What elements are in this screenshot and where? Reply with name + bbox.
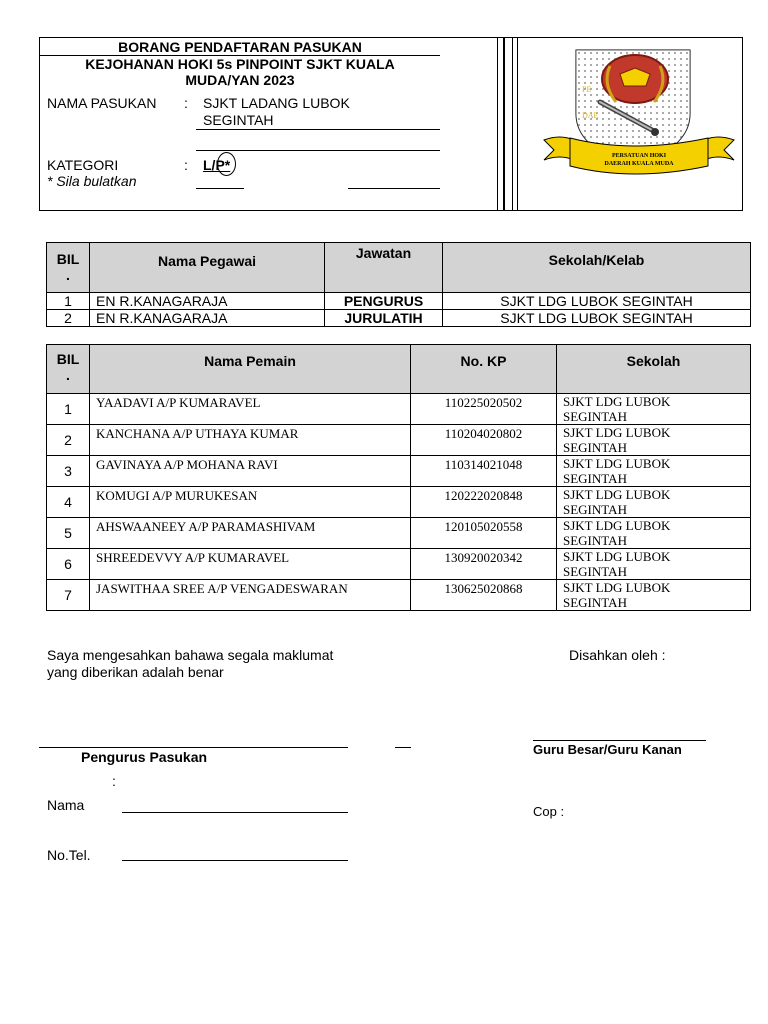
bil-cell: 7 (47, 580, 90, 611)
player-name: KANCHANA A/P UTHAYA KUMAR (90, 425, 411, 456)
table-row (47, 580, 751, 611)
divider (517, 37, 518, 211)
school-line2: SEGINTAH (563, 409, 627, 424)
bil-cell: 2 (47, 310, 90, 327)
school-line1: SJKT LDG LUBOK (563, 425, 671, 440)
school-line2: SEGINTAH (563, 440, 627, 455)
divider (497, 37, 498, 211)
colon: : (184, 157, 188, 173)
bil-cell: 1 (47, 394, 90, 425)
header-bil-dot: . (66, 367, 70, 383)
category-value: L/P* (203, 157, 231, 173)
team-manager-title: Pengurus Pasukan (81, 749, 208, 765)
bil-cell: 5 (47, 518, 90, 549)
school-cell (557, 580, 751, 611)
table-row (47, 518, 751, 549)
stamp-label: Cop : (533, 804, 565, 819)
svg-text:PE: PE (582, 85, 592, 94)
table-row (47, 293, 751, 310)
player-name: AHSWAANEEY A/P PARAMASHIVAM (90, 518, 411, 549)
school-cell: SJKT LDG LUBOK SEGINTAH (443, 310, 751, 327)
banner-line2: DAERAH KUALA MUDA (604, 161, 674, 167)
header-school-club: Sekolah/Kelab (443, 243, 751, 293)
school-cell (557, 394, 751, 425)
official-name: EN R.KANAGARAJA (90, 293, 325, 310)
officials-table (46, 242, 751, 327)
team-name-label: NAMA PASUKAN (47, 95, 157, 111)
header-position: Jawatan (325, 243, 443, 293)
name-label: Nama (47, 797, 85, 813)
position-cell: PENGURUS (325, 293, 443, 310)
school-cell (557, 518, 751, 549)
header-official-name: Nama Pegawai (90, 243, 325, 293)
bil-cell: 4 (47, 487, 90, 518)
school-cell (557, 549, 751, 580)
ic-number: 110225020502 (411, 394, 557, 425)
school-line2: SEGINTAH (563, 533, 627, 548)
header-player-name: Nama Pemain (90, 345, 411, 394)
divider (512, 37, 513, 211)
position-cell: JURULATIH (325, 310, 443, 327)
table-header-row (47, 243, 751, 293)
divider (503, 37, 505, 211)
divider (395, 747, 411, 748)
signature-line (533, 740, 706, 741)
school-cell (557, 456, 751, 487)
approved-by-label: Disahkan oleh : (569, 647, 666, 663)
team-name-value: SJKT LADANG LUBOK (203, 95, 350, 111)
table-row (47, 310, 751, 327)
table-row (47, 425, 751, 456)
players-table (46, 344, 751, 611)
school-line2: SEGINTAH (563, 502, 627, 517)
school-line2: SEGINTAH (563, 471, 627, 486)
ic-number: 120105020558 (411, 518, 557, 549)
banner-line1: PERSATUAN HOKI (611, 153, 667, 159)
school-cell (557, 487, 751, 518)
header-school: Sekolah (557, 345, 751, 394)
table-row (47, 549, 751, 580)
signature-line (39, 747, 348, 748)
header-bil: BIL (56, 251, 80, 267)
col-bil (47, 345, 90, 394)
underline (348, 188, 440, 189)
instruction-note: * Sila bulatkan (47, 173, 137, 189)
official-name: EN R.KANAGARAJA (90, 310, 325, 327)
ic-number: 130625020868 (411, 580, 557, 611)
school-line1: SJKT LDG LUBOK (563, 394, 671, 409)
school-line2: SEGINTAH (563, 595, 627, 610)
principal-title: Guru Besar/Guru Kanan (533, 742, 682, 757)
event-title-line2: MUDA/YAN 2023 (185, 72, 295, 88)
association-logo (540, 44, 738, 184)
table-row (47, 394, 751, 425)
ic-number: 110204020802 (411, 425, 557, 456)
ic-number: 130920020342 (411, 549, 557, 580)
ic-number: 120222020848 (411, 487, 557, 518)
bil-cell: 1 (47, 293, 90, 310)
school-cell (557, 425, 751, 456)
player-name: YAADAVI A/P KUMARAVEL (90, 394, 411, 425)
form-title: BORANG PENDAFTARAN PASUKAN (118, 39, 362, 55)
school-line1: SJKT LDG LUBOK (563, 487, 671, 502)
player-name: KOMUGI A/P MURUKESAN (90, 487, 411, 518)
player-name: GAVINAYA A/P MOHANA RAVI (90, 456, 411, 487)
table-row (47, 487, 751, 518)
bil-cell: 6 (47, 549, 90, 580)
category-label: KATEGORI (47, 157, 119, 173)
school-line1: SJKT LDG LUBOK (563, 580, 671, 595)
underline (196, 150, 440, 151)
bil-cell: 3 (47, 456, 90, 487)
selection-circle (217, 152, 236, 176)
header-bil-dot: . (66, 267, 70, 283)
colon: : (184, 95, 188, 111)
svg-text:DAE: DAE (582, 111, 599, 120)
team-name-value-line2: SEGINTAH (203, 112, 274, 128)
underline (196, 129, 440, 130)
declaration-line2: yang diberikan adalah benar (47, 664, 224, 680)
school-line1: SJKT LDG LUBOK (563, 549, 671, 564)
table-row (47, 456, 751, 487)
school-line1: SJKT LDG LUBOK (563, 518, 671, 533)
name-input-line (122, 812, 348, 813)
colon: : (112, 773, 116, 789)
player-name: JASWITHAA SREE A/P VENGADESWARAN (90, 580, 411, 611)
header-ic-number: No. KP (411, 345, 557, 394)
col-bil (47, 243, 90, 293)
bil-cell: 2 (47, 425, 90, 456)
player-name: SHREEDEVVY A/P KUMARAVEL (90, 549, 411, 580)
phone-label: No.Tel. (47, 847, 91, 863)
ic-number: 110314021048 (411, 456, 557, 487)
underline (196, 188, 244, 189)
event-title-line1: KEJOHANAN HOKI 5s PINPOINT SJKT KUALA (85, 56, 395, 72)
school-line2: SEGINTAH (563, 564, 627, 579)
school-line1: SJKT LDG LUBOK (563, 456, 671, 471)
header-bil: BIL (56, 351, 80, 367)
phone-input-line (122, 860, 348, 861)
declaration-line1: Saya mengesahkan bahawa segala maklumat (47, 647, 334, 663)
school-cell: SJKT LDG LUBOK SEGINTAH (443, 293, 751, 310)
table-header-row (47, 345, 751, 394)
